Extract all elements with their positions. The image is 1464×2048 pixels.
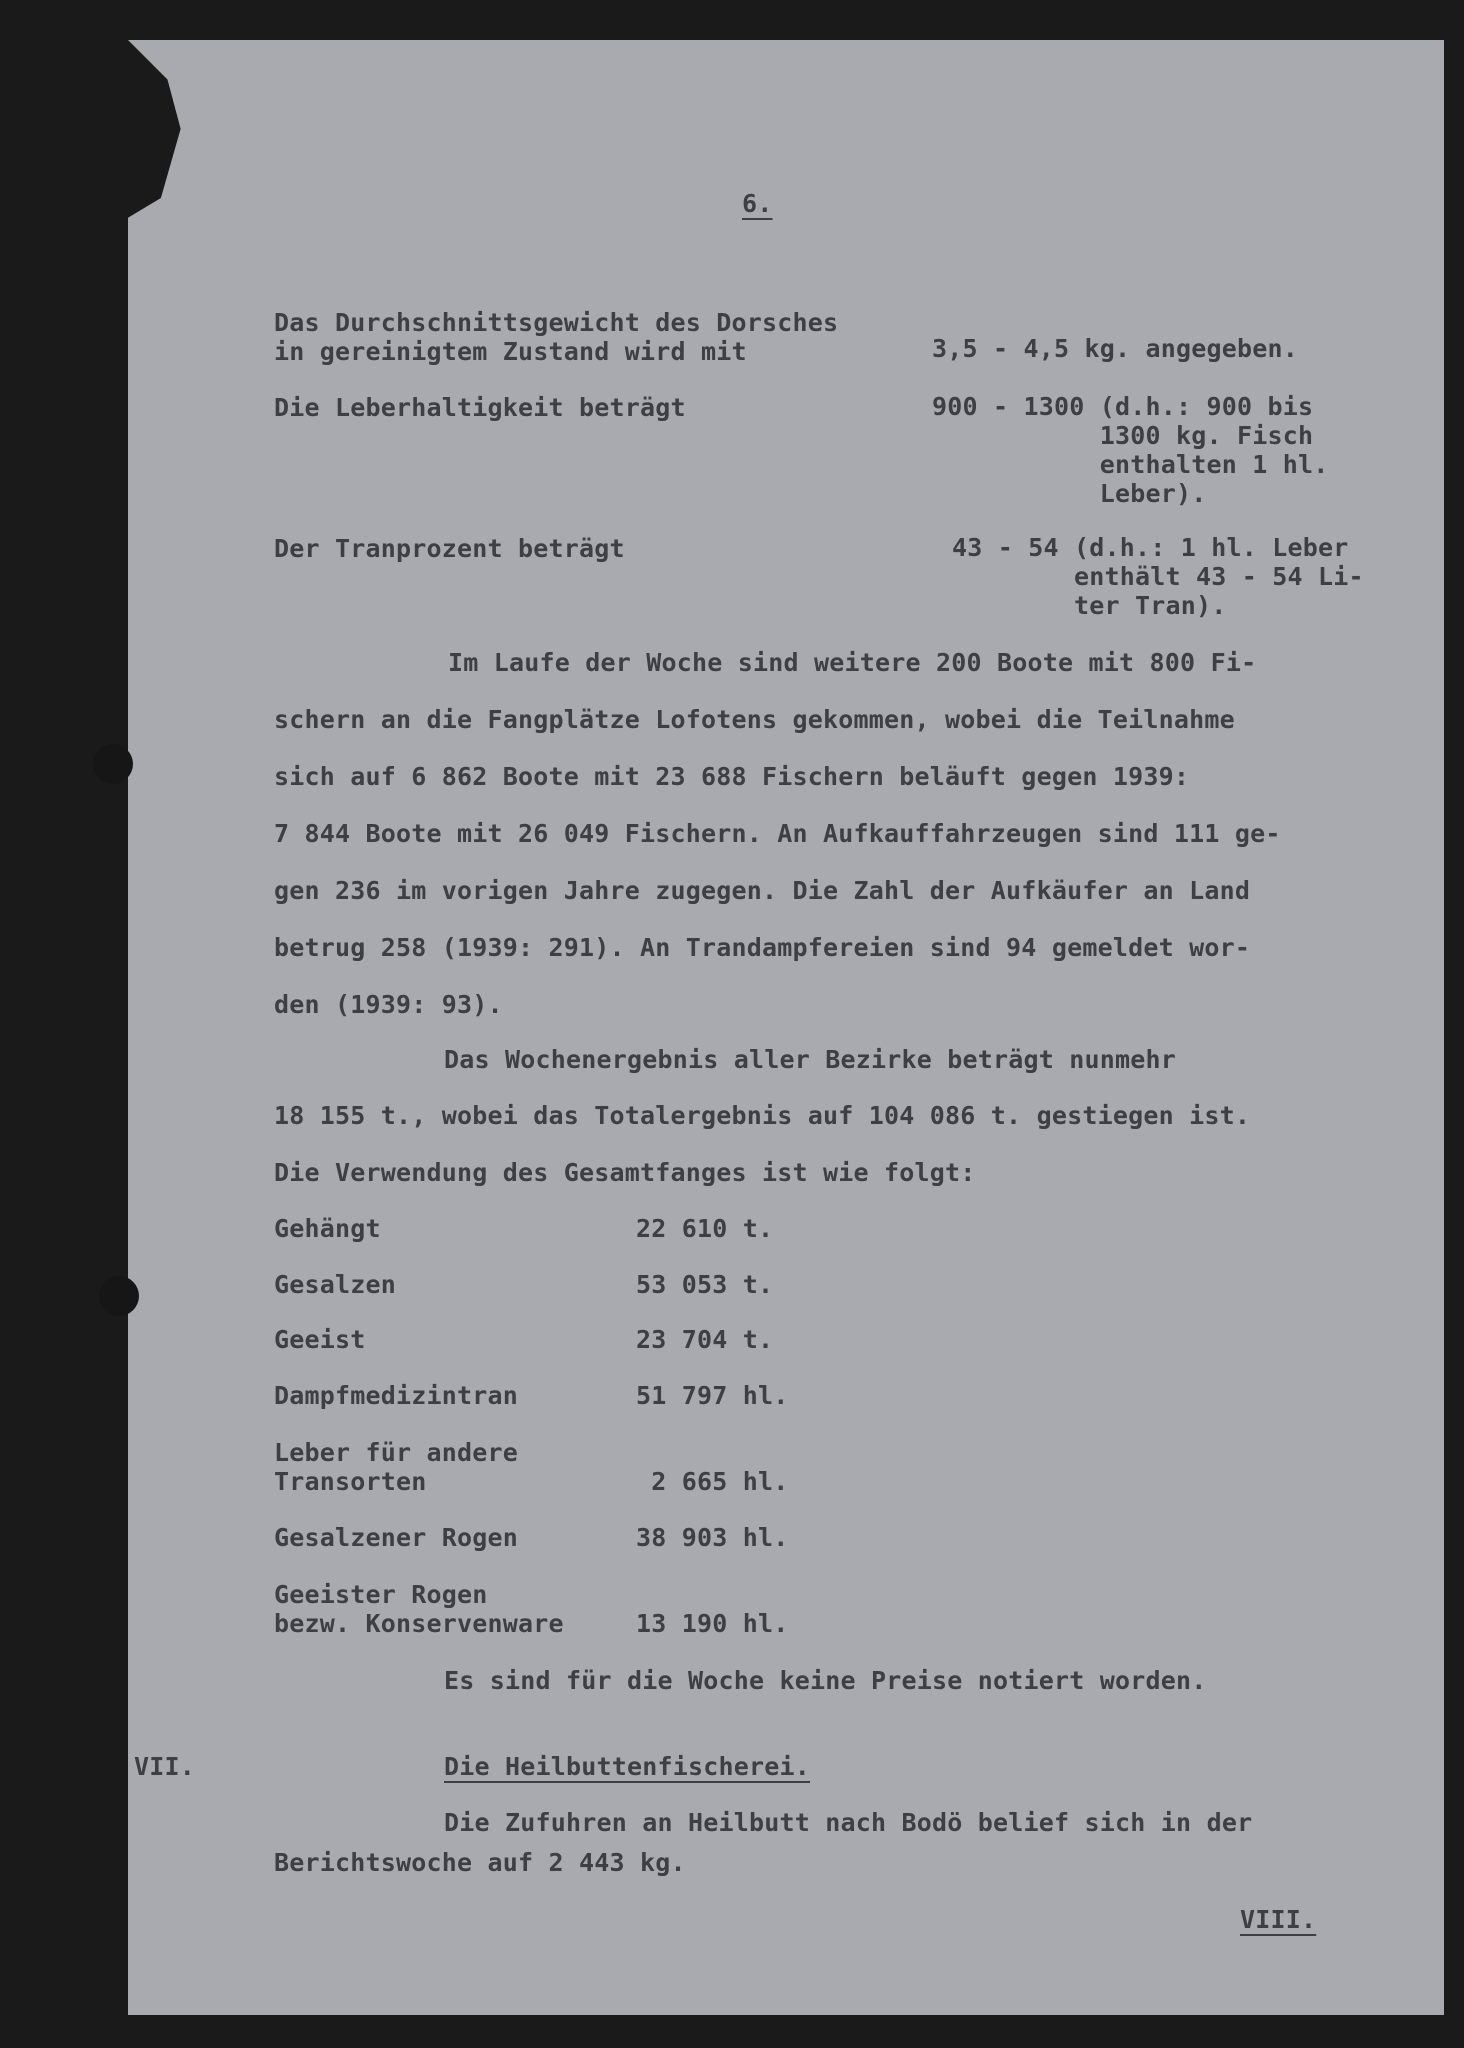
section-title: Die Heilbuttenfischerei. [444, 1752, 811, 1781]
usage-value: 23 704 t. [636, 1325, 774, 1354]
paragraph-line: Berichtswoche auf 2 443 kg. [274, 1848, 686, 1877]
usage-label: Leber für andere Transorten [274, 1438, 519, 1496]
measure-value: 43 - 54 (d.h.: 1 hl. Leber enthält 43 - 54 Li- ter Tran). [952, 533, 1364, 620]
punch-hole [99, 1276, 139, 1316]
measure-label: Das Durchschnittsgewicht des Dorsches in gereinigtem Zustand wird mit [274, 308, 839, 366]
measure-label: Die Leberhaltigkeit beträgt [274, 393, 686, 422]
paragraph-line: Die Verwendung des Gesamtfanges ist wie folgt: [274, 1158, 976, 1187]
paragraph-line: betrug 258 (1939: 291). An Trandampfereien sind 94 gemeldet wor- [274, 933, 1251, 962]
usage-label: Gehängt [274, 1214, 381, 1243]
paragraph-line: schern an die Fangplätze Lofotens gekommen, wobei die Teilnahme [274, 705, 1235, 734]
usage-value: 53 053 t. [636, 1270, 774, 1299]
paragraph-line: Im Laufe der Woche sind weitere 200 Boote mit 800 Fi- [448, 648, 1257, 677]
usage-label: Geeist [274, 1325, 366, 1354]
next-section-marker: VIII. [1240, 1905, 1317, 1934]
paragraph-line: Die Zufuhren an Heilbutt nach Bodö belief sich in der [444, 1808, 1253, 1837]
paragraph-line: 18 155 t., wobei das Totalergebnis auf 104 086 t. gestiegen ist. [274, 1101, 1251, 1130]
page-number: 6. [742, 189, 773, 218]
usage-value: 38 903 hl. [636, 1523, 789, 1552]
measure-value: 3,5 - 4,5 kg. angegeben. [932, 334, 1299, 363]
usage-label: Dampfmedizintran [274, 1381, 519, 1410]
usage-value: 2 665 hl. [636, 1467, 789, 1496]
punch-hole [93, 744, 133, 784]
usage-value: 22 610 t. [636, 1214, 774, 1243]
usage-label: Gesalzener Rogen [274, 1523, 519, 1552]
usage-label: Geeister Rogen bezw. Konservenware [274, 1580, 564, 1638]
paragraph-line: sich auf 6 862 Boote mit 23 688 Fischern beläuft gegen 1939: [274, 762, 1190, 791]
measure-value: 900 - 1300 (d.h.: 900 bis 1300 kg. Fisch enthalten 1 hl. Leber). [932, 392, 1329, 508]
paragraph-line: den (1939: 93). [274, 990, 503, 1019]
section-numeral: VII. [134, 1752, 196, 1781]
usage-label: Gesalzen [274, 1270, 397, 1299]
usage-value: 13 190 hl. [636, 1609, 789, 1638]
prices-note: Es sind für die Woche keine Preise notiert worden. [444, 1666, 1207, 1695]
usage-value: 51 797 hl. [636, 1381, 789, 1410]
paragraph-line: Das Wochenergebnis aller Bezirke beträgt nunmehr [444, 1045, 1177, 1074]
paragraph-line: gen 236 im vorigen Jahre zugegen. Die Zahl der Aufkäufer an Land [274, 876, 1251, 905]
paragraph-line: 7 844 Boote mit 26 049 Fischern. An Aufkauffahrzeugen sind 111 ge- [274, 819, 1281, 848]
measure-label: Der Tranprozent beträgt [274, 534, 625, 563]
